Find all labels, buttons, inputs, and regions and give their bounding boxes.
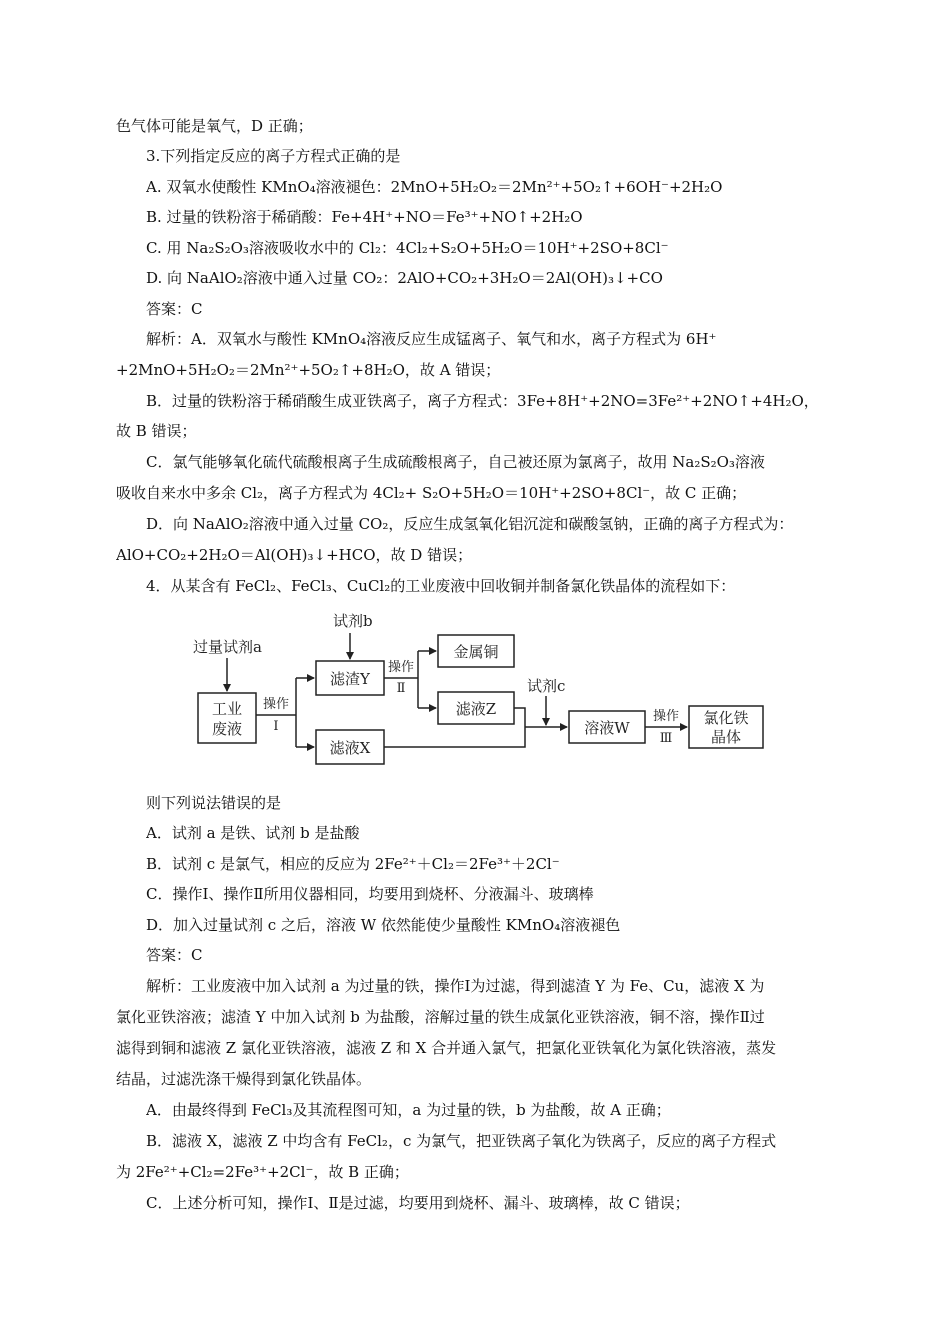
- product-label-1: 氯化铁: [703, 709, 749, 727]
- text-line: 吸收自来水中多余 Cl₂，离子方程式为 4Cl₂+ S₂O+5H₂O＝10H⁺+2SO+8Cl⁻，故 C 正确；: [116, 484, 747, 502]
- text-line: D．向 NaAlO₂溶液中通入过量 CO₂，反应生成氢氧化铝沉淀和碳酸氢钠，正确的离子方程式为：: [146, 515, 794, 533]
- q4-option-a: A．试剂 a 是铁、试剂 b 是盐酸: [146, 824, 360, 842]
- q3-option-c: C. 用 Na₂S₂O₃溶液吸收水中的 Cl₂：4Cl₂+S₂O+5H₂O＝10H⁺+2SO+8Cl⁻: [146, 239, 669, 257]
- op3-label: 操作: [652, 709, 680, 724]
- q3-option-a: A. 双氧水使酸性 KMnO₄溶液褪色：2MnO+5H₂O₂＝2Mn²⁺+5O₂↑+6OH⁻+2H₂O: [146, 178, 723, 196]
- text-line: 氯化亚铁溶液；滤渣 Y 中加入试剂 b 为盐酸，溶解过量的铁生成氯化亚铁溶液，铜不溶，操作Ⅱ过: [116, 1008, 765, 1026]
- text-line: C．氯气能够氧化硫代硫酸根离子生成硫酸根离子，自己被还原为氯离子，故用 Na₂S₂O₃溶液: [146, 453, 765, 471]
- text-line: 故 B 错误；: [116, 422, 197, 440]
- text-line: 为 2Fe²⁺+Cl₂=2Fe³⁺+2Cl⁻，故 B 正确；: [116, 1163, 409, 1181]
- q4-prompt: 则下列说法错误的是: [146, 794, 282, 812]
- op1-num: Ⅰ: [273, 719, 279, 734]
- q3-analysis: 解析：A．双氧水与酸性 KMnO₄溶液反应生成锰离子、氧气和水，离子方程式为 6H⁺: [146, 330, 717, 348]
- waste-label-1: 工业: [211, 700, 243, 718]
- reagent-b-label: 试剂b: [333, 612, 373, 630]
- flow-diagram: [185, 608, 775, 780]
- q4-answer: 答案：C: [146, 946, 203, 964]
- question-4-stem: 4．从某含有 FeCl₂、FeCl₃、CuCl₂的工业废液中回收铜并制备氯化铁晶体的流程如下：: [146, 577, 736, 595]
- text-line: 滤得到铜和滤液 Z 氯化亚铁溶液，滤液 Z 和 X 合并通入氯气，把氯化亚铁氧化为氯化铁溶液，蒸发: [116, 1039, 777, 1057]
- text-line: B．滤液 X，滤液 Z 中均含有 FeCl₂，c 为氯气，把亚铁离子氧化为铁离子，反应的离子方程式: [146, 1132, 777, 1150]
- q4-option-c: C．操作Ⅰ、操作Ⅱ所用仪器相同，均要用到烧杯、分液漏斗、玻璃棒: [146, 885, 594, 903]
- connector: [384, 727, 525, 747]
- op3-num: Ⅲ: [659, 731, 673, 746]
- op2-num: Ⅱ: [396, 681, 406, 696]
- q3-answer: 答案：C: [146, 300, 203, 318]
- q3-option-d: D. 向 NaAlO₂溶液中通入过量 CO₂：2AlO+CO₂+3H₂O＝2Al(OH)₃↓+CO: [146, 269, 663, 287]
- residue-y-label: 滤渣Y: [330, 670, 370, 688]
- filtrate-z-label: 滤液Z: [455, 700, 497, 718]
- copper-label: 金属铜: [453, 643, 499, 661]
- op1-label: 操作: [262, 697, 290, 712]
- op2-label: 操作: [387, 660, 415, 675]
- flow-diagram-svg: [185, 608, 775, 780]
- text-line: +2MnO+5H₂O₂＝2Mn²⁺+5O₂↑+8H₂O，故 A 错误；: [116, 361, 501, 379]
- product-label-2: 晶体: [710, 728, 742, 746]
- q3-option-b: B. 过量的铁粉溶于稀硝酸：Fe+4H⁺+NO＝Fe³⁺+NO↑+2H₂O: [146, 208, 583, 226]
- q4-analysis: 解析：工业废液中加入试剂 a 为过量的铁，操作Ⅰ为过滤，得到滤渣 Y 为 Fe、Cu，滤液 X 为: [146, 977, 765, 995]
- text-line: B．过量的铁粉溶于稀硝酸生成亚铁离子，离子方程式：3Fe+8H⁺+2NO=3Fe²⁺+2NO↑+4H₂O，: [146, 392, 819, 410]
- reagent-a-label: 过量试剂a: [193, 638, 262, 656]
- text-line: C．上述分析可知，操作Ⅰ、Ⅱ是过滤，均要用到烧杯、漏斗、玻璃棒，故 C 错误；: [146, 1194, 690, 1212]
- q4-option-d: D．加入过量试剂 c 之后，溶液 W 依然能使少量酸性 KMnO₄溶液褪色: [146, 916, 621, 934]
- q4-option-b: B．试剂 c 是氯气，相应的反应为 2Fe²⁺＋Cl₂＝2Fe³⁺＋2Cl⁻: [146, 855, 560, 873]
- text-line: 色气体可能是氧气，D 正确；: [116, 117, 313, 135]
- waste-label-2: 废液: [211, 720, 243, 738]
- connector: [514, 708, 525, 727]
- text-line: 结晶，过滤洗涤干燥得到氯化铁晶体。: [116, 1070, 372, 1088]
- text-line: AlO+CO₂+2H₂O＝Al(OH)₃↓+HCO，故 D 错误；: [116, 546, 473, 564]
- reagent-c-label: 试剂c: [527, 677, 566, 695]
- solution-w-label: 溶液W: [584, 719, 630, 737]
- question-3-stem: 3.下列指定反应的离子方程式正确的是: [146, 147, 401, 165]
- filtrate-x-label: 滤液X: [329, 739, 371, 757]
- text-line: A．由最终得到 FeCl₃及其流程图可知，a 为过量的铁，b 为盐酸，故 A 正确；: [146, 1101, 671, 1119]
